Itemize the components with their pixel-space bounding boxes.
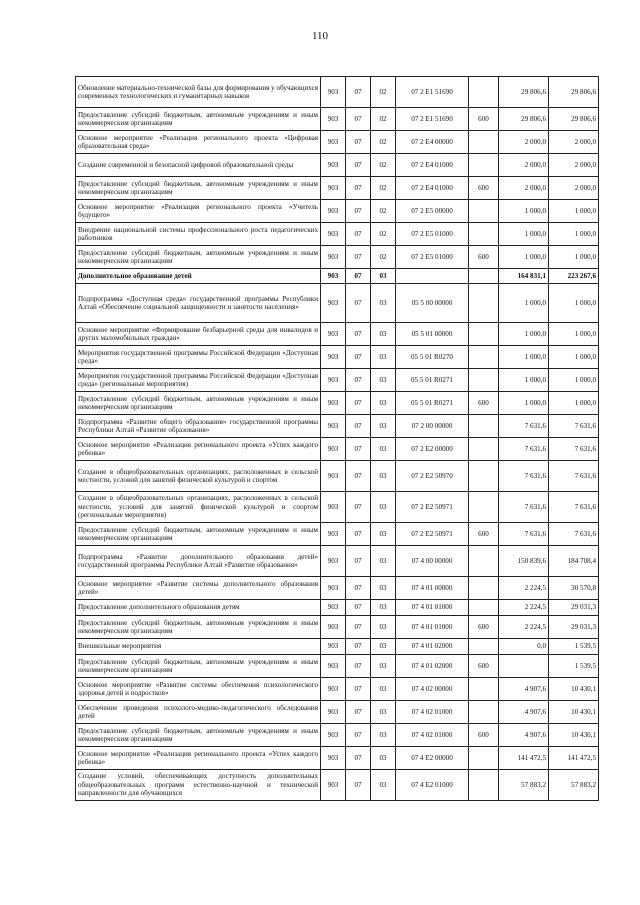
row-subsection-code: 03 [371, 701, 396, 724]
row-target-article: 07 4 Е2 00000 [396, 747, 469, 770]
row-grbs-code: 903 [321, 438, 346, 461]
table-row [76, 392, 599, 415]
row-amount-year2: 1 539,5 [549, 655, 599, 678]
row-amount-year1: 1 000,0 [499, 392, 549, 415]
row-target-article: 07 2 Е1 51690 [396, 108, 469, 131]
row-subsection-code: 03 [371, 492, 396, 523]
row-section-code: 07 [346, 678, 371, 701]
row-name: Основное мероприятие «Развитие системы дополнительного образования детей» [76, 577, 321, 600]
table-row [76, 770, 599, 801]
row-subsection-code: 03 [371, 616, 396, 639]
row-subsection-code: 03 [371, 269, 396, 284]
row-amount-year1: 4 907,6 [499, 678, 549, 701]
row-amount-year1: 2 000,0 [499, 154, 549, 177]
row-subsection-code: 02 [371, 177, 396, 200]
row-subsection-code: 03 [371, 415, 396, 438]
table-row [76, 678, 599, 701]
row-subsection-code: 03 [371, 392, 396, 415]
row-amount-year1: 1 000,0 [499, 284, 549, 323]
row-section-code: 07 [346, 223, 371, 246]
row-section-code: 07 [346, 492, 371, 523]
row-grbs-code: 903 [321, 131, 346, 154]
row-target-article: 07 4 02 01000 [396, 701, 469, 724]
row-amount-year1: 4 907,6 [499, 701, 549, 724]
row-expense-type: 600 [469, 108, 499, 131]
row-amount-year2: 7 631,6 [549, 461, 599, 492]
row-section-code: 07 [346, 200, 371, 223]
table-row [76, 438, 599, 461]
row-subsection-code: 03 [371, 284, 396, 323]
row-name: Основное мероприятие «Развитие системы обеспечения психологического здоровья детей и подростков» [76, 678, 321, 701]
row-amount-year1: 7 631,6 [499, 461, 549, 492]
row-subsection-code: 03 [371, 546, 396, 577]
row-target-article: 05 5 01 R0270 [396, 346, 469, 369]
row-expense-type [469, 546, 499, 577]
row-section-code: 07 [346, 154, 371, 177]
row-section-code: 07 [346, 415, 371, 438]
row-amount-year1: 1 000,0 [499, 200, 549, 223]
row-section-code: 07 [346, 108, 371, 131]
row-grbs-code: 903 [321, 600, 346, 616]
row-grbs-code: 903 [321, 577, 346, 600]
row-section-code: 07 [346, 369, 371, 392]
table-row [76, 246, 599, 269]
table-row [76, 616, 599, 639]
row-subsection-code: 02 [371, 223, 396, 246]
table-row [76, 323, 599, 346]
row-subsection-code: 03 [371, 461, 396, 492]
row-name: Предоставление субсидий бюджетным, автономным учреждениям и иным некоммерческим организациям [76, 616, 321, 639]
row-section-code: 07 [346, 346, 371, 369]
row-amount-year2: 1 000,0 [549, 369, 599, 392]
row-section-code: 07 [346, 616, 371, 639]
row-grbs-code: 903 [321, 246, 346, 269]
row-section-code: 07 [346, 724, 371, 747]
row-amount-year1: 4 907,6 [499, 724, 549, 747]
row-name: Обновление материально-технической базы для формирования у обучающихся современных технологических и гуманитарных навыков [76, 77, 321, 108]
row-target-article: 07 2 Е4 01000 [396, 177, 469, 200]
row-subsection-code: 03 [371, 639, 396, 655]
row-target-article: 07 4 02 01000 [396, 724, 469, 747]
table-row [76, 346, 599, 369]
row-target-article: 07 2 Е5 01000 [396, 246, 469, 269]
table-row [76, 724, 599, 747]
table-row [76, 223, 599, 246]
row-target-article: 07 2 Е2 00000 [396, 438, 469, 461]
row-amount-year2: 2 000,0 [549, 131, 599, 154]
row-name: Создание в общеобразовательных организациях, расположенных в сельской местности, условий для занятий физической культурой и спортом (региональные мероприятия) [76, 492, 321, 523]
row-subsection-code: 02 [371, 77, 396, 108]
row-name: Предоставление субсидий бюджетным, автономным учреждениям и иным некоммерческим организациям [76, 724, 321, 747]
row-target-article: 07 4 Е2 01000 [396, 770, 469, 801]
row-target-article: 07 2 Е5 00000 [396, 200, 469, 223]
row-section-code: 07 [346, 392, 371, 415]
row-name: Подпрограмма «Развитие общего образования» государственной программы Республики Алтай «Развитие образования» [76, 415, 321, 438]
row-amount-year2: 7 631,6 [549, 415, 599, 438]
row-amount-year1: 29 806,6 [499, 77, 549, 108]
row-amount-year2: 57 883,2 [549, 770, 599, 801]
row-name: Основное мероприятие «Реализация регионального проекта «Учитель будущего» [76, 200, 321, 223]
table-row [76, 546, 599, 577]
table-row [76, 701, 599, 724]
row-name: Предоставление субсидий бюджетным, автономным учреждениям и иным некоммерческим организациям [76, 655, 321, 678]
row-target-article: 07 2 Е5 01000 [396, 223, 469, 246]
row-amount-year2: 223 267,6 [549, 269, 599, 284]
row-amount-year2: 7 631,6 [549, 523, 599, 546]
table-row [76, 369, 599, 392]
row-amount-year1: 2 224,5 [499, 600, 549, 616]
row-subsection-code: 03 [371, 438, 396, 461]
table-row [76, 269, 599, 284]
row-grbs-code: 903 [321, 108, 346, 131]
table-row [76, 655, 599, 678]
row-expense-type [469, 269, 499, 284]
row-subsection-code: 03 [371, 747, 396, 770]
row-amount-year2: 1 000,0 [549, 200, 599, 223]
row-target-article: 07 2 Е4 01000 [396, 154, 469, 177]
row-expense-type [469, 223, 499, 246]
row-expense-type [469, 200, 499, 223]
row-section-code: 07 [346, 269, 371, 284]
table-row [76, 154, 599, 177]
row-grbs-code: 903 [321, 492, 346, 523]
row-section-code: 07 [346, 461, 371, 492]
row-amount-year2: 1 000,0 [549, 246, 599, 269]
row-amount-year2: 10 430,1 [549, 724, 599, 747]
row-name: Предоставление субсидий бюджетным, автономным учреждениям и иным некоммерческим организациям [76, 108, 321, 131]
row-name: Основное мероприятие «Реализация регионального проекта «Успех каждого ребенка» [76, 747, 321, 770]
row-amount-year1: 2 224,5 [499, 616, 549, 639]
row-amount-year1: 7 631,6 [499, 492, 549, 523]
row-target-article: 07 2 Е2 50971 [396, 523, 469, 546]
row-target-article: 05 5 01 R0271 [396, 369, 469, 392]
row-section-code: 07 [346, 600, 371, 616]
row-name: Внешкольные мероприятия [76, 639, 321, 655]
row-section-code: 07 [346, 655, 371, 678]
row-amount-year2: 1 000,0 [549, 346, 599, 369]
row-amount-year2: 30 570,8 [549, 577, 599, 600]
row-expense-type: 600 [469, 616, 499, 639]
row-grbs-code: 903 [321, 747, 346, 770]
row-amount-year1: 164 831,1 [499, 269, 549, 284]
row-name: Создание в общеобразовательных организациях, расположенных в сельской местности, условий для занятий физической культурой и спортом [76, 461, 321, 492]
table-row [76, 492, 599, 523]
row-amount-year1: 29 806,6 [499, 108, 549, 131]
row-subsection-code: 03 [371, 678, 396, 701]
row-name: Предоставление субсидий бюджетным, автономным учреждениям и иным некоммерческим организациям [76, 177, 321, 200]
row-expense-type [469, 77, 499, 108]
row-section-code: 07 [346, 770, 371, 801]
row-name: Создание условий, обеспечивающих доступность дополнительных общеобразовательных программ естественно-научной и технической направленности для обучающихся [76, 770, 321, 801]
row-grbs-code: 903 [321, 323, 346, 346]
row-name: Обеспечение проведения психолого-медико-педагогического обследования детей [76, 701, 321, 724]
row-expense-type: 600 [469, 177, 499, 200]
row-target-article: 07 4 01 00000 [396, 577, 469, 600]
table-row [76, 177, 599, 200]
row-amount-year1: 2 000,0 [499, 131, 549, 154]
row-amount-year1: 1 000,0 [499, 246, 549, 269]
table-row [76, 461, 599, 492]
row-name: Мероприятия государственной программы Российской Федерации «Доступная среда» [76, 346, 321, 369]
row-target-article: 07 4 02 00000 [396, 678, 469, 701]
row-subsection-code: 02 [371, 200, 396, 223]
row-grbs-code: 903 [321, 77, 346, 108]
row-grbs-code: 903 [321, 616, 346, 639]
row-subsection-code: 03 [371, 770, 396, 801]
row-expense-type [469, 438, 499, 461]
row-amount-year1: 1 000,0 [499, 369, 549, 392]
row-amount-year2: 7 631,6 [549, 438, 599, 461]
row-amount-year1: 2 224,5 [499, 577, 549, 600]
row-expense-type [469, 600, 499, 616]
row-section-code: 07 [346, 577, 371, 600]
row-amount-year1 [499, 655, 549, 678]
row-name: Основное мероприятие «Реализация регионального проекта «Успех каждого ребенка» [76, 438, 321, 461]
row-section-code: 07 [346, 701, 371, 724]
row-amount-year1: 2 000,0 [499, 177, 549, 200]
row-target-article: 07 4 01 02000 [396, 639, 469, 655]
row-expense-type: 600 [469, 523, 499, 546]
row-section-code: 07 [346, 546, 371, 577]
row-expense-type: 600 [469, 655, 499, 678]
table-body [76, 77, 599, 801]
row-amount-year1: 7 631,6 [499, 438, 549, 461]
row-expense-type [469, 415, 499, 438]
table-row [76, 523, 599, 546]
row-name: Предоставление субсидий бюджетным, автономным учреждениям и иным некоммерческим организациям [76, 392, 321, 415]
page-number: 110 [311, 30, 329, 42]
row-subsection-code: 03 [371, 600, 396, 616]
row-expense-type [469, 747, 499, 770]
row-target-article: 07 4 01 02000 [396, 655, 469, 678]
row-target-article: 05 5 01 00000 [396, 323, 469, 346]
row-expense-type [469, 678, 499, 701]
row-amount-year2: 7 631,6 [549, 492, 599, 523]
row-name: Основное мероприятие «Формирование безбарьерной среды для инвалидов и других маломобильных граждан» [76, 323, 321, 346]
row-target-article: 05 5 01 R0271 [396, 392, 469, 415]
row-grbs-code: 903 [321, 415, 346, 438]
row-grbs-code: 903 [321, 461, 346, 492]
row-amount-year2: 1 000,0 [549, 392, 599, 415]
row-section-code: 07 [346, 177, 371, 200]
row-section-code: 07 [346, 77, 371, 108]
row-amount-year1: 141 472,5 [499, 747, 549, 770]
row-amount-year2: 2 000,0 [549, 154, 599, 177]
row-target-article: 05 5 00 00000 [396, 284, 469, 323]
row-expense-type [469, 369, 499, 392]
row-name: Основное мероприятие «Реализация регионального проекта «Цифровая образовательная среда» [76, 131, 321, 154]
row-subsection-code: 03 [371, 346, 396, 369]
row-grbs-code: 903 [321, 655, 346, 678]
row-section-code: 07 [346, 323, 371, 346]
row-amount-year2: 29 031,3 [549, 616, 599, 639]
row-target-article: 07 2 Е4 00000 [396, 131, 469, 154]
row-grbs-code: 903 [321, 177, 346, 200]
table-row [76, 200, 599, 223]
row-name: Мероприятия государственной программы Российской Федерации «Доступная среда» (региональные мероприятия) [76, 369, 321, 392]
row-grbs-code: 903 [321, 546, 346, 577]
row-amount-year1: 1 000,0 [499, 223, 549, 246]
row-target-article: 07 2 Е2 50970 [396, 461, 469, 492]
row-amount-year1: 7 631,6 [499, 415, 549, 438]
row-section-code: 07 [346, 246, 371, 269]
row-section-code: 07 [346, 747, 371, 770]
row-grbs-code: 903 [321, 770, 346, 801]
row-name: Создание современной и безопасной цифровой образовательной среды [76, 154, 321, 177]
row-subsection-code: 02 [371, 131, 396, 154]
row-subsection-code: 02 [371, 154, 396, 177]
table-row [76, 415, 599, 438]
row-subsection-code: 03 [371, 577, 396, 600]
row-amount-year2: 1 000,0 [549, 223, 599, 246]
row-subsection-code: 02 [371, 108, 396, 131]
row-grbs-code: 903 [321, 701, 346, 724]
row-subsection-code: 03 [371, 369, 396, 392]
row-target-article: 07 4 01 01000 [396, 616, 469, 639]
row-target-article: 07 4 01 01000 [396, 600, 469, 616]
row-expense-type [469, 323, 499, 346]
row-grbs-code: 903 [321, 223, 346, 246]
row-expense-type [469, 284, 499, 323]
row-expense-type: 600 [469, 724, 499, 747]
row-section-code: 07 [346, 639, 371, 655]
row-name: Внедрение национальной системы профессионального роста педагогических работников [76, 223, 321, 246]
row-amount-year2: 184 708,4 [549, 546, 599, 577]
row-grbs-code: 903 [321, 392, 346, 415]
row-subsection-code: 03 [371, 724, 396, 747]
table-row [76, 577, 599, 600]
row-expense-type [469, 461, 499, 492]
row-expense-type: 600 [469, 246, 499, 269]
row-grbs-code: 903 [321, 639, 346, 655]
row-amount-year1: 0,0 [499, 639, 549, 655]
row-expense-type [469, 154, 499, 177]
row-subsection-code: 03 [371, 523, 396, 546]
row-section-code: 07 [346, 131, 371, 154]
row-expense-type [469, 577, 499, 600]
row-amount-year1: 7 631,6 [499, 523, 549, 546]
row-name: Предоставление субсидий бюджетным, автономным учреждениям и иным некоммерческим организациям [76, 523, 321, 546]
row-grbs-code: 903 [321, 269, 346, 284]
row-amount-year1: 1 000,0 [499, 323, 549, 346]
row-grbs-code: 903 [321, 369, 346, 392]
row-grbs-code: 903 [321, 346, 346, 369]
row-name: Предоставление дополнительного образования детям [76, 600, 321, 616]
row-expense-type [469, 639, 499, 655]
row-section-code: 07 [346, 438, 371, 461]
row-target-article [396, 269, 469, 284]
row-name: Предоставление субсидий бюджетным, автономным учреждениям и иным некоммерческим организациям [76, 246, 321, 269]
row-target-article: 07 2 Е1 51690 [396, 77, 469, 108]
row-target-article: 07 4 00 00000 [396, 546, 469, 577]
row-expense-type [469, 770, 499, 801]
table-row [76, 131, 599, 154]
row-grbs-code: 903 [321, 678, 346, 701]
row-grbs-code: 903 [321, 523, 346, 546]
row-section-code: 07 [346, 284, 371, 323]
row-amount-year2: 29 806,6 [549, 108, 599, 131]
row-expense-type [469, 492, 499, 523]
row-name: Дополнительное образование детей [76, 269, 321, 284]
row-amount-year2: 29 031,3 [549, 600, 599, 616]
row-amount-year2: 29 806,6 [549, 77, 599, 108]
row-expense-type [469, 131, 499, 154]
row-amount-year1: 1 000,0 [499, 346, 549, 369]
row-target-article: 07 2 00 00000 [396, 415, 469, 438]
row-expense-type [469, 346, 499, 369]
row-section-code: 07 [346, 523, 371, 546]
table-row [76, 77, 599, 108]
row-amount-year2: 10 430,1 [549, 701, 599, 724]
row-name: Подпрограмма «Доступная среда» государственной программы Республики Алтай «Обеспечение социальной защищенности и занятости населения» [76, 284, 321, 323]
row-amount-year2: 1 000,0 [549, 323, 599, 346]
row-target-article: 07 2 Е2 50971 [396, 492, 469, 523]
row-subsection-code: 03 [371, 655, 396, 678]
row-grbs-code: 903 [321, 154, 346, 177]
table-row [76, 284, 599, 323]
row-subsection-code: 02 [371, 246, 396, 269]
row-amount-year2: 10 430,1 [549, 678, 599, 701]
table-row [76, 108, 599, 131]
row-subsection-code: 03 [371, 323, 396, 346]
row-grbs-code: 903 [321, 200, 346, 223]
table-row [76, 747, 599, 770]
row-amount-year2: 141 472,5 [549, 747, 599, 770]
row-amount-year2: 1 539,5 [549, 639, 599, 655]
row-expense-type [469, 701, 499, 724]
row-amount-year2: 1 000,0 [549, 284, 599, 323]
table-row [76, 639, 599, 655]
table-row [76, 600, 599, 616]
row-expense-type: 600 [469, 392, 499, 415]
row-name: Подпрограмма «Развитие дополнительного образования детей» государственной программы Республики Алтай «Развитие образования» [76, 546, 321, 577]
row-amount-year1: 150 839,6 [499, 546, 549, 577]
budget-table [75, 76, 599, 801]
row-amount-year1: 57 883,2 [499, 770, 549, 801]
row-amount-year2: 2 000,0 [549, 177, 599, 200]
row-grbs-code: 903 [321, 284, 346, 323]
row-grbs-code: 903 [321, 724, 346, 747]
